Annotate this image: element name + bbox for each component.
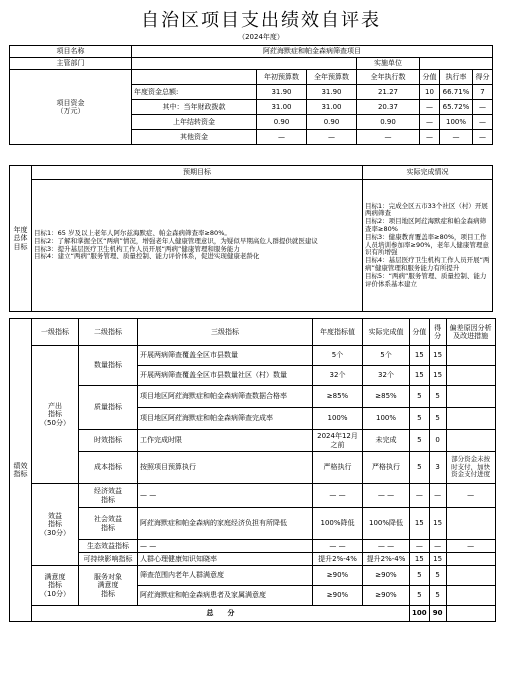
- level1-output: 产出 指标 （50分）: [32, 346, 79, 484]
- ind-actual: 提升2%-4%: [363, 553, 410, 566]
- ind-actual: 100%: [363, 408, 410, 430]
- impl-label: 实施单位: [357, 58, 420, 70]
- project-name: 阿荭海默症和帕金森病筛查项目: [132, 46, 493, 58]
- ind-name: 项目地区阿荭海默症和帕金森病筛查数据合格率: [138, 386, 313, 408]
- planned-goals: 目标1：65 岁及以上老年人阿尔兹海默症、帕金森病筛查率≥80%。 目标2：了解和掌握全区“两病”情况，增强老年人健康管理意识，为疑似早期高危人群提供就医建议 目标3：提升基层医疗卫生机构工作人员开展“两病”健康管理和服务能力 目标4：建立“两病”服务管理、质量控制、能力评价体系，促进实现健康老龄化: [32, 180, 363, 312]
- ind-score: 5: [410, 386, 430, 408]
- ind-actual: ≥90%: [363, 586, 410, 606]
- ind-name: 开展两病筛查覆盖全区市县数量: [138, 346, 313, 366]
- project-name-label: 项目名称: [10, 46, 132, 58]
- ind-target: ≥85%: [313, 386, 363, 408]
- level2-timeliness: 时效指标: [79, 430, 138, 452]
- ind-target: 提升2%-4%: [313, 553, 363, 566]
- actual-header: 实际完成情况: [363, 166, 493, 180]
- ind-target: ≥90%: [313, 586, 363, 606]
- ind-target: 100%降低: [313, 508, 363, 540]
- ind-name: 阿荭海默症和帕金森病患者及家属满意度: [138, 586, 313, 606]
- level2-cost: 成本指标: [79, 452, 138, 484]
- funds-cell: —: [420, 130, 440, 145]
- ind-got: 5: [429, 386, 446, 408]
- ind-got: 15: [429, 508, 446, 540]
- ind-score: —: [410, 540, 430, 553]
- funds-row-name: 其他资金: [132, 130, 257, 145]
- funds-cell: —: [420, 115, 440, 130]
- goals-table: [9, 165, 493, 312]
- ind-note: [446, 408, 495, 430]
- level2-eco: 生态效益指标: [79, 540, 138, 553]
- funds-cell: —: [473, 115, 493, 130]
- funds-cell: —: [473, 130, 493, 145]
- ind-header: 偏差原因分析及改进措施: [446, 319, 495, 346]
- ind-got: —: [429, 484, 446, 508]
- ind-actual: — —: [363, 540, 410, 553]
- funds-row-name: 上年结转资金: [132, 115, 257, 130]
- ind-name: 开展两病筛查覆盖全区市县数量社区（村）数量: [138, 366, 313, 386]
- ind-name: 阿荭海默症和帕金森病的家庭经济负担有所降低: [138, 508, 313, 540]
- ind-name: 按照项目预算执行: [138, 452, 313, 484]
- total-note: [446, 606, 495, 622]
- indicators-table: [9, 318, 496, 622]
- funds-cell: 100%: [440, 115, 473, 130]
- ind-score: 5: [410, 566, 430, 586]
- ind-score: 5: [410, 430, 430, 452]
- funds-header: 全年预算数: [307, 70, 357, 85]
- funds-cell: 21.27: [357, 85, 420, 100]
- ind-got: —: [429, 540, 446, 553]
- ind-header: 年度指标值: [313, 319, 363, 346]
- ind-actual: 32个: [363, 366, 410, 386]
- ind-note: [446, 566, 495, 586]
- dept-label: 主管部门: [10, 58, 132, 70]
- funds-cell: —: [357, 130, 420, 145]
- ind-target: 100%: [313, 408, 363, 430]
- funds-cell: 7: [473, 85, 493, 100]
- funds-cell: 0.90: [257, 115, 307, 130]
- ind-note: [446, 386, 495, 408]
- funds-table: [9, 45, 493, 145]
- funds-cell: —: [257, 130, 307, 145]
- ind-score: 5: [410, 586, 430, 606]
- ind-got: 3: [429, 452, 446, 484]
- funds-cell: 66.71%: [440, 85, 473, 100]
- funds-cell: 31.00: [307, 100, 357, 115]
- ind-note: [446, 586, 495, 606]
- funds-header: 执行率: [440, 70, 473, 85]
- level1-satisfaction: 满意度 指标 （10分）: [32, 566, 79, 606]
- funds-cell: 10: [420, 85, 440, 100]
- page-subtitle: （2024年度）: [238, 33, 284, 41]
- ind-note: [446, 430, 495, 452]
- indicators-side-label: 绩效 指标: [10, 319, 32, 622]
- ind-target: 5个: [313, 346, 363, 366]
- impl-value: [420, 58, 493, 70]
- ind-name: — —: [138, 540, 313, 553]
- funds-header-blank: [132, 70, 257, 85]
- level2-service: 服务对象 满意度 指标: [79, 566, 138, 606]
- ind-got: 5: [429, 566, 446, 586]
- ind-target: 严格执行: [313, 452, 363, 484]
- ind-note: [446, 366, 495, 386]
- goals-row-label: 年度 总体 目标: [10, 166, 32, 312]
- ind-score: 15: [410, 366, 430, 386]
- ind-actual: — —: [363, 484, 410, 508]
- ind-note: [446, 346, 495, 366]
- ind-header: 二级指标: [79, 319, 138, 346]
- ind-score: 5: [410, 408, 430, 430]
- ind-got: 15: [429, 346, 446, 366]
- funds-cell: —: [440, 130, 473, 145]
- ind-name: — —: [138, 484, 313, 508]
- funds-header: 年初预算数: [257, 70, 307, 85]
- ind-note: [446, 553, 495, 566]
- ind-got: 0: [429, 430, 446, 452]
- funds-header: 分值: [420, 70, 440, 85]
- funds-cell: —: [307, 130, 357, 145]
- planned-header: 预期目标: [32, 166, 363, 180]
- ind-target: 32个: [313, 366, 363, 386]
- level1-benefit: 效益 指标 （30分）: [32, 484, 79, 566]
- ind-note: —: [446, 540, 495, 553]
- ind-score: 15: [410, 553, 430, 566]
- funds-row-name: 其中：当年财政拨款: [132, 100, 257, 115]
- ind-header: 实际完成值: [363, 319, 410, 346]
- ind-got: 5: [429, 586, 446, 606]
- actual-goals: 目标1：完成全区五市33个社区（村）开展两病筛查 目标2：项目地区阿荭海默症和帕金森病筛查率≥80% 目标3：健康教育覆盖率≥80%，项目工作人员培训参加率≥90%，老年人健康管理意识有所增强 目标4：基层医疗卫生机构工作人员开展“两病”健康管理和服务能力有所提升 目标5：“两病”服务管理、质量控制、能力评价体系基本建立: [363, 180, 493, 312]
- funds-header: 全年执行数: [357, 70, 420, 85]
- ind-got: 15: [429, 366, 446, 386]
- ind-target: — —: [313, 540, 363, 553]
- ind-name: 人群心理健康知识知晓率: [138, 553, 313, 566]
- ind-name: 项目地区阿荭海默症和帕金森病筛查完成率: [138, 408, 313, 430]
- ind-got: 15: [429, 553, 446, 566]
- level2-sustain: 可持续影响指标: [79, 553, 138, 566]
- level2-quality: 质量指标: [79, 386, 138, 430]
- ind-score: 15: [410, 346, 430, 366]
- ind-actual: 未完成: [363, 430, 410, 452]
- funds-row-name: 年度资金总额:: [132, 85, 257, 100]
- funds-cell: 20.37: [357, 100, 420, 115]
- ind-score: —: [410, 484, 430, 508]
- ind-target: 2024年12月之前: [313, 430, 363, 452]
- level2-quantity: 数量指标: [79, 346, 138, 386]
- ind-note: 部分资金未按时支付，加快资金支付进度: [446, 452, 495, 484]
- funds-cell: 31.90: [307, 85, 357, 100]
- ind-actual: 严格执行: [363, 452, 410, 484]
- ind-header: 得分: [429, 319, 446, 346]
- funds-cell: 31.00: [257, 100, 307, 115]
- ind-score: 5: [410, 452, 430, 484]
- funds-header: 得分: [473, 70, 493, 85]
- level2-social: 社会效益 指标: [79, 508, 138, 540]
- funds-cell: 0.90: [307, 115, 357, 130]
- ind-actual: ≥90%: [363, 566, 410, 586]
- ind-score: 15: [410, 508, 430, 540]
- ind-target: ≥90%: [313, 566, 363, 586]
- ind-header: 一级指标: [32, 319, 79, 346]
- funds-cell: —: [420, 100, 440, 115]
- ind-note: [446, 508, 495, 540]
- ind-name: 筛查范围内老年人群满意度: [138, 566, 313, 586]
- funds-cell: 31.90: [257, 85, 307, 100]
- ind-header: 三级指标: [138, 319, 313, 346]
- funds-cell: 0.90: [357, 115, 420, 130]
- level2-economic: 经济效益 指标: [79, 484, 138, 508]
- page-title: 自治区项目支出绩效自评表: [141, 10, 381, 31]
- funds-cell: 65.72%: [440, 100, 473, 115]
- total-score: 100: [410, 606, 430, 622]
- ind-actual: 5个: [363, 346, 410, 366]
- funds-label: 项目资金 （万元）: [10, 70, 132, 145]
- ind-actual: ≥85%: [363, 386, 410, 408]
- ind-note: —: [446, 484, 495, 508]
- total-got: 90: [429, 606, 446, 622]
- ind-name: 工作完成时限: [138, 430, 313, 452]
- total-label: 总 分: [32, 606, 410, 622]
- dept-value: [132, 58, 357, 70]
- ind-actual: 100%降低: [363, 508, 410, 540]
- ind-target: — —: [313, 484, 363, 508]
- ind-header: 分值: [410, 319, 430, 346]
- ind-got: 5: [429, 408, 446, 430]
- funds-cell: —: [473, 100, 493, 115]
